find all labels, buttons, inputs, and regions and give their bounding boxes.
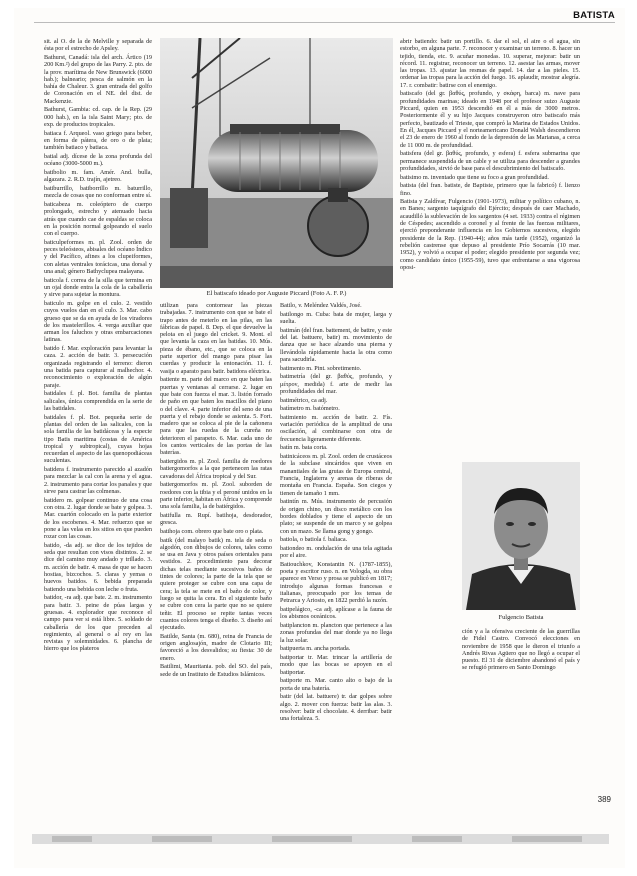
- dictionary-entry: batiporte m. Mar. canto alto o bajo de la porta de una batería.: [280, 677, 392, 692]
- running-head: BATISTA: [573, 10, 615, 21]
- dictionary-entry: batinicáceos m. pl. Zool. orden de crustáceos de la subclase sincáridos que viven en manantiales de las grutas de Europa central, Francia, Inglaterra y arenas de riberas de montaña en Francia. España. Son ciegos y tienen de tamaño 1 mm.: [280, 453, 392, 497]
- dictionary-entry: batidales f. pl. Bot. pequeña serie de plantas del orden de las salicales, con la sola familia de las batidáceas y la especie tipo Batis maritima (costas de América tropical y subtropical), cuyas hojas recuerdan el aspecto de las quenopodiáceas suculentas.: [44, 413, 152, 465]
- dictionary-entry: batimetría (del gr. βαθύς, profundo, y μέτρον, medida) f. arte de medir las profundidades del mar.: [280, 373, 392, 395]
- dictionary-entry: batímetro m. batómetro.: [280, 405, 340, 413]
- bathyscaphe-caption: El batiscafo ideado por Auguste Piccard (Foto A. F. P.): [206, 290, 347, 297]
- dictionary-entry: batiente m. parte del marco en que baten las puertas y ventanas al cerrarse. 2. lugar en que bate con fuerza el mar. 3. listón forrado de paño en que baten los macillos del piano o del clave. 4. parte inferior del seno de una puerta y el rebajo donde se asienta. 5. Fort. madero que se coloca al pie de la cañonera para que las ruedas de la cureña no deterioren el parapeto. 6. Mar. cada uno de los cantos verticales de las portas de las baterías.: [160, 376, 272, 457]
- dictionary-entry: batial adj. dícese de la zona profunda del océano (3000-5000 m.).: [44, 153, 152, 168]
- dictionary-entry: Bathurst, Canadá: isla del arch. Ártico (19 200 Km.²) del grupo de las Parry. 2. pto. de la prov. marítima de New Brunswick (6000 hab.); balneario; pesca de salmón en la bahía de Chaleur. 3. gran entrada del golfo de Coronación en el NE. del dist. de Mackenzie.: [44, 53, 152, 105]
- bathyscaphe-image: [160, 38, 393, 288]
- dictionary-entry: batihoja com. obrero que bate oro o plata.: [160, 527, 264, 535]
- dictionary-entry: batimán (del fran. battement, de battre, y este del lat. battuere, batir) m. movimiento de danza que se hace alzando una pierna y llevándola rápidamente hacia la otra como para sacudirla.: [280, 326, 392, 363]
- dictionary-entry: baticabeza m. coleóptero de cuerpo prolongado, estrecho y atenuado hacia atrás que cuando cae de espaldas se coloca en la posición normal golpeando el suelo con el cuerpo.: [44, 200, 152, 238]
- dictionary-entry: batisimo m. inventado que tiene su foco a gran profundidad.: [400, 173, 549, 181]
- dictionary-entry: batidera f. instrumento parecido al azadón para mezclar la cal con la arena y el agua. 2. instrumento para cortar los panales y que sirve para castrar las colmenas.: [44, 466, 152, 495]
- dictionary-entry: Bathurst, Gambia: cd. cap. de la Rep. (29 000 hab.), en la isla Saint Mary; pto. de exp. de productos tropicales.: [44, 106, 152, 129]
- text-column-1: [44, 38, 152, 798]
- dictionary-entry: batidor, -ra adj. que bate. 2. m. instrumento para batir. 3. peine de púas largas y gruesas. 4. explorador que reconoce el campo para ver si está libre. 5. soldado de caballería de los que preceden al regimiento, al general o al rey en las revistas y solemnidades. 6. plancha de hierro que los plateros: [44, 594, 152, 653]
- dictionary-entry: baticulo m. golpe en el culo. 2. vestido cuyos vuelos dan en el culo. 3. Mar. cabo grueso que se da en ayuda de los viradores de los mastelerillos. 4. verga auxiliar que arman los faluchos y otras embarcaciones latinas.: [44, 300, 152, 344]
- dictionary-entry: baticola f. correa de la silla que termina en un ojal donde entra la cola de la caballería y sirve para sujetar la montura.: [44, 276, 152, 299]
- dictionary-entry: batiaca f. Arqueol. vaso griego para beber, en forma de pátera, de oro o de plata; también batiaco y batiaca.: [44, 129, 152, 152]
- dictionary-entry: sit. al O. de la de Melville y separada de ésta por el estrecho de Apsley.: [44, 38, 152, 53]
- text-column-2: [160, 302, 272, 798]
- dictionary-entry: Batilo, v. Meléndez Valdés, José.: [280, 302, 362, 309]
- dictionary-entry: Batista y Zaldívar, Fulgencio (1901-1973), militar y político cubano, n. en Banes; sargento taquígrafo del Ejército; después de caer Machado, acaudilló la sublevación de los sargentos (4 set. 1933) contra el régimen de Céspedes; ascendido a coronel y al frente de las fuerzas militares, ejerció preponderante influencia en los Gobiernos sucesivos, elegido presidente de la Rep. (1940-44); años más tarde (1952), organizó la rebelión castrense que depuso al presidente Prío Socarrás (10 mar. 1952), y volvió a ocupar el poder; elegido presidente por segunda vez; como candidato único (1955-59), tuvo que enfrentarse a una vigorosa oposi-: [400, 198, 580, 271]
- text-column-5: [462, 628, 580, 788]
- dictionary-entry: batilongo m. Cuba: bata de mujer, larga y suelta.: [280, 310, 392, 325]
- dictionary-entry: batibolio m. fam. Amér. And. bulla, algazara. 2. R.D. trajín, ajetreo.: [44, 169, 152, 184]
- dictionary-entry: batiergomorfos m. pl. Zool. suborden de roedores con la tibia y el peroné unidos en la parte inferior, habitan en África y comprende una sola familia, la de batiérgidos.: [160, 481, 272, 511]
- portrait-caption: Fulgencio Batista: [498, 614, 544, 621]
- header-rule: [34, 22, 615, 23]
- dictionary-entry: batido f. Mar. exploración para levantar la caza. 2. acción de batir. 3. persecución organizada registrando el terreno: dieron una batida para capturar al malhechor. 4. reconocimiento o exploración de algún paraje.: [44, 345, 152, 389]
- dictionary-page: [14, 8, 625, 868]
- dictionary-entry: batik (del malayo batik) m. tela de seda o algodón, con dibujos de colores, tales como se usa en Java y otros países orientales para vestidos. 2. procedimiento para decorar dichas telas mediante sucesivos baños de tintes de colores; la parte de la tela que se quiere proteger se cubre con una capa de cera; la tela se mete en el baño de color, y luego se quita la cera. En el siguiente baño se cubre con cera la parte que no se quiere teñir. El proceso se repite tantas veces cuantos colores tenga el diseño. 3. diseño así ejecutado.: [160, 536, 272, 632]
- dictionary-entry: batido, -da adj. se dice de los tejidos de seda que resultan con visos distintos. 2. se dice del camino muy andado y trillado. 3. m. acción de batir. 4. masa de que se hacen hostias, bizcochos. 5. claras y yemas o huevos batidos. 6. bebida preparada batiendo una bebida con leche o fruta.: [44, 541, 152, 593]
- portrait-image: [462, 462, 580, 610]
- dictionary-entry: batipuerta m. ancha portada.: [280, 645, 351, 653]
- dictionary-entry: batín m. bata corta.: [280, 444, 328, 452]
- bathyscaphe-photo: [160, 38, 393, 288]
- dictionary-entry: bationdeo m. ondulación de una tela agitada por el aire.: [280, 544, 392, 560]
- dictionary-entry: batifulla m. Rupí. batihoja, desdorador, gresca.: [160, 511, 272, 527]
- dictionary-entry: batimétrico, ca adj.: [280, 396, 328, 404]
- text-column-3: [280, 302, 392, 798]
- dictionary-entry: batisfera (del gr. βαθύς, profundo, y esfera) f. esfera submarina que permanece suspendida de un cable y se utiliza para descender a grandes profundidades, sirvió de base para el descubrimiento del batiscafo.: [400, 150, 580, 172]
- text-column-4: [400, 38, 580, 458]
- dictionary-entry: batiscafo (del gr. βαθύς, profundo, y σκάφη, barca) m. nave para profundidades marinas; ideado en 1948 por el profesor suizo Auguste Piccard, quien en 1953 descendió en él a más de 3000 metros. Posteriormente él y su hijo Jacques construyeron otro batiscafo más perfecto, bautizado el Trieste, que compró la Marina de Estados Unidos. En él, Jacques Piccard y el norteamericano Donald Walsh descendieron el 23 de enero de 1960 al fondo de la depresión de las Marianas, a cerca de 11 000 m. de profundidad.: [400, 90, 580, 149]
- dictionary-entry: batipelágico, -ca adj. aplícase a la fauna de los abismos oceánicos.: [280, 606, 392, 621]
- dictionary-entry: batidales f. pl. Bot. familia de plantas salicales, única comprendida en la serie de las batidales.: [44, 390, 152, 412]
- dictionary-entry: batiburrillo, batiborrillo m. baturrillo, mezcla de cosas que no conforman entre sí.: [44, 184, 152, 200]
- batista-portrait: [462, 462, 580, 610]
- dictionary-entry: batidero m. golpear continuo de una cosa con otra. 2. lugar donde se bate y golpea. 3. Mar. cuartón colocado en la parte exterior de los escobenes. 4. Mar. refuerzo que se pone a las velas en los sitios en que pueden rozar con las cosas.: [44, 496, 152, 541]
- dictionary-entry: batista (del fran. batiste, de Baptiste, primero que la fabricó) f. lienzo fino.: [400, 182, 580, 197]
- dictionary-entry: batiergidos m. pl. Zool. familia de roedores batiergomorfos a la que pertenecen las ratas cavadoras del África tropical y del Sur.: [160, 458, 272, 480]
- dictionary-entry: utilizan para contornear las piezas trabajadas. 7. instrumento con que se bate el trapo antes de meterlo en las pilas, en las fábricas de papel. 8. Dep. el que devuelve la pelota en el juego del cricket. 9. Mont. el que levanta la caza en las batidas. 10. Mús. pieza de ébano, etc., que se coloca en la parte superior del mango para pisar las cuerdas y producir la entonación. 11. f. vasija o aparato para batir. batidora eléctrica.: [160, 302, 272, 375]
- dictionary-entry: batiola, o batiola f. baliaca.: [280, 536, 348, 544]
- dictionary-entry: abrir batiendo: batir un portillo. 6. dar el sol, el aire o el agua, sin estorbo, en alguna parte. 7. reconocer y examinar un terreno. 8. hacer un tejido, tienda, etc. 9. acuñar monedas. 10. superar, mejorar: batir un récord. 11. registrar, reconocer un terreno. 12. asestar las armas, mover las tropas. 13. ajustar las resmas de papel. 14. dar a las pieles. 15. ordenar las tropas para la acción del fuego. 16. aplaudir, mostrar alegría. 17. r. combatir: batirse con el enemigo.: [400, 38, 580, 89]
- dictionary-entry: batintín m. Mús. instrumento de percusión de origen chino, un disco metálico con los bordes doblados y tiene el aspecto de un plato; se suspende de un marco y se golpea con un mazo. Se llama gong y gongo.: [280, 498, 392, 535]
- dictionary-entry: Batilimi, Mauritania. pob. del SO. del país, sede de un Instituto de Estudios Islámicos.: [160, 663, 272, 678]
- dictionary-entry: batiplancton m. plancton que pertenece a las zonas profundas del mar donde ya no llega la luz solar.: [280, 622, 392, 644]
- dictionary-entry: batimiento m. acción de batir. 2. Fís. variación periódica de la amplitud de una oscilación, al combinarse con otra de frecuencia ligeramente diferente.: [280, 413, 392, 443]
- dictionary-entry: ción y a la ofensiva creciente de las guerrillas de Fidel Castro. Convocó elecciones en noviembre de 1958 que le dieron el triunfo a Andrés Rivas Agüero que no llegó a ocupar el puesto. El 31 de diciembre abandonó el país y se refugió primero en Santo Domingo: [462, 628, 580, 672]
- dictionary-entry: baticulpeformes m. pl. Zool. orden de peces teleósteos, abisales del océano Índico y del Pacífico, afines a los clupeiformes, con aletas ventrales torácicas, una dorsal y una anal; género Bathyclupea malayana.: [44, 238, 152, 276]
- dictionary-entry: Batilde, Santa (m. 680), reina de Francia de origen anglosajón, madre de Clotario III; favoreció a los desvalidos; su fiesta: 30 de enero.: [160, 632, 272, 662]
- dictionary-entry: batimento m. Pint. sobretimento.: [280, 364, 362, 372]
- dictionary-entry: batir (del lat. battuere) tr. dar golpes sobre algo. 2. mover con fuerza: batir las alas. 3. resolver: batir el chocolate. 4. derribar: batir una fortaleza. 5.: [280, 693, 392, 723]
- dictionary-entry: Batiouchkov, Konstantin N. (1787-1855), poeta y escritor ruso. n. en Vologda, su obra aparece en Verso y prosa se publicó en 1817; introdujo algunas formas francesas e italianas, preocupado por los temas de Petrarca y Ariosto, en 1822 perdió la razón.: [280, 560, 392, 605]
- page-number: 389: [597, 795, 611, 804]
- dictionary-entry: batiportar tr. Mar. trincar la artillería de modo que las bocas se apoyen en el batiportar.: [280, 654, 392, 676]
- bottom-ornament: [32, 830, 609, 848]
